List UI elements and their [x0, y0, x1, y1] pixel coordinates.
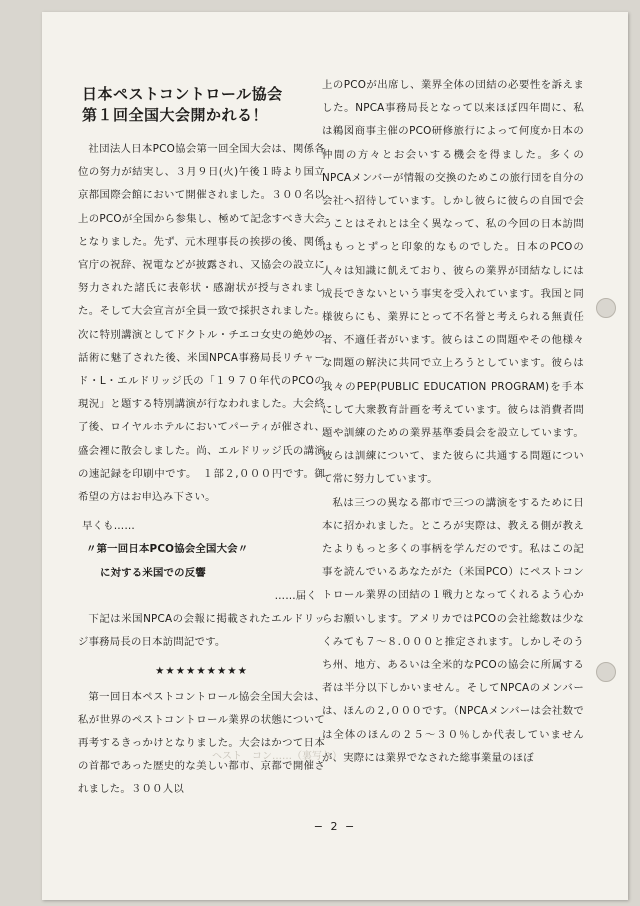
right-column: [322, 74, 584, 770]
punch-hole: [596, 662, 616, 682]
left-column: [78, 80, 325, 802]
sub-heading-line-3: に対する米国での反響: [100, 566, 206, 579]
sub-heading: [78, 515, 325, 608]
punch-hole: [596, 298, 616, 318]
intro-paragraph: 下記は米国NPCAの会報に掲載されたエルドリッジ事務局長の日本訪問記です。: [78, 613, 325, 649]
paragraph: 私は三つの異なる都市で三つの講演をするために日本に招かれました。ところが実際は、教える側が教えたよりもっと多くの事柄を学んだのです。私はこの記事を読んでいるあなたがた（米国PCO）にペストコントロール業界の団結の１戦力となってくれるよう心からお願いします。アメリカではPCOの会社総数は少なくみても７〜８.０００と推定されます。しかしそのうち州、地方、あるいは全米的なPCOの協会に所属する者は半分以下しかいません。そしてNPCAのメンバーは、ほんの２,０００です。（NPCAメンバーは会社数では全体のほんの２５〜３０％しか代表していませんが、実際には業界でなされた総事業量のほぼ: [322, 496, 584, 764]
page-number: − 2 −: [313, 820, 357, 833]
document-page: [42, 12, 628, 900]
paragraph: 第一回日本ペストコントロール協会全国大会は、私が世界のペストコントロール業界の状態について再考するきっかけとなりました。大会はかつて日本の首都であった歴史的な美しい都市、京都で開催されました。３００人以: [78, 690, 325, 796]
sub-heading-line-1: 早くも……: [82, 520, 135, 533]
paragraph: 上のPCOが出席し、業界全体の団結の必要性を訴えました。NPCA事務局長となって以来ほぼ四年間に、私は鵜図商事主催のPCO研修旅行によって何度か日本の仲間の方々とお会いする機会を得ました。多くのNPCAメンバーが情報の交換のためこの旅行団を自分の会社へ招待しています。しかし彼らに彼らの自国で会うことはそれとは全く異なって、私の今回の日本訪問はもっとずっと印象的なものでした。日本のPCOの人々は知識に飢えており、彼らの業界が団結なしには成長できないという事実を受入れています。我国と同様彼らにも、業界にとって不名誉と考えられる無責任者、不適任者がいます。彼らはこの問題やその他様々な問題の解決に共同で立上ろうとしています。彼らは我々のPEP(PUBLIC EDUCATION PROGRAM)を手本にして大衆教育計画を考えています。彼らは消費者問題や訓練のための業界基準委員会を設立しています。彼らは訓練について、また彼らに共通する問題について常に努力しています。: [322, 79, 584, 486]
paragraph: 社団法人日本PCO協会第一回全国大会は、関係各位の努力が結実し、３月９日(火)午後１時より国立京都国際会館において開催されました。３００名以上のPCOが全国から参集し、極めて記念すべき大会となりました。先ず、元木理事長の挨拶の後、関係官庁の祝辞、祝電などが披露され、又協会の設立に努力された諸氏に表彰状・感謝状が授与されました。そして大会宣言が全員一致で採択されました。次に特別講演としてドクトル・チエコ女史の絶妙の話術に魅了された後、米国NPCA事務局長リチャード・L・エルドリッジ氏の「１９７０年代のPCOの現況」と題する特別講演が行なわれました。大会終了後、ロイヤルホテルにおいてパーティが催され、盛会裡に散会しました。尚、エルドリッジ氏の講演の速記録を印刷中です。 １部２,０００円です。御希望の方はお申込み下さい。: [78, 143, 325, 504]
sub-heading-line-4: ……届く: [274, 589, 317, 602]
title-line-1: 日本ペストコントロール協会: [82, 85, 283, 103]
stars-divider: ★★★★★★★★★: [155, 665, 248, 678]
sub-heading-line-2: 〃第一回日本PCO協会全国大会〃: [86, 543, 249, 556]
bleed-through-text: ヘスト コン……（裏写り）: [212, 751, 342, 762]
title-line-2: 第１回全国大会開かれる！: [82, 106, 269, 124]
article-title: [82, 84, 325, 126]
